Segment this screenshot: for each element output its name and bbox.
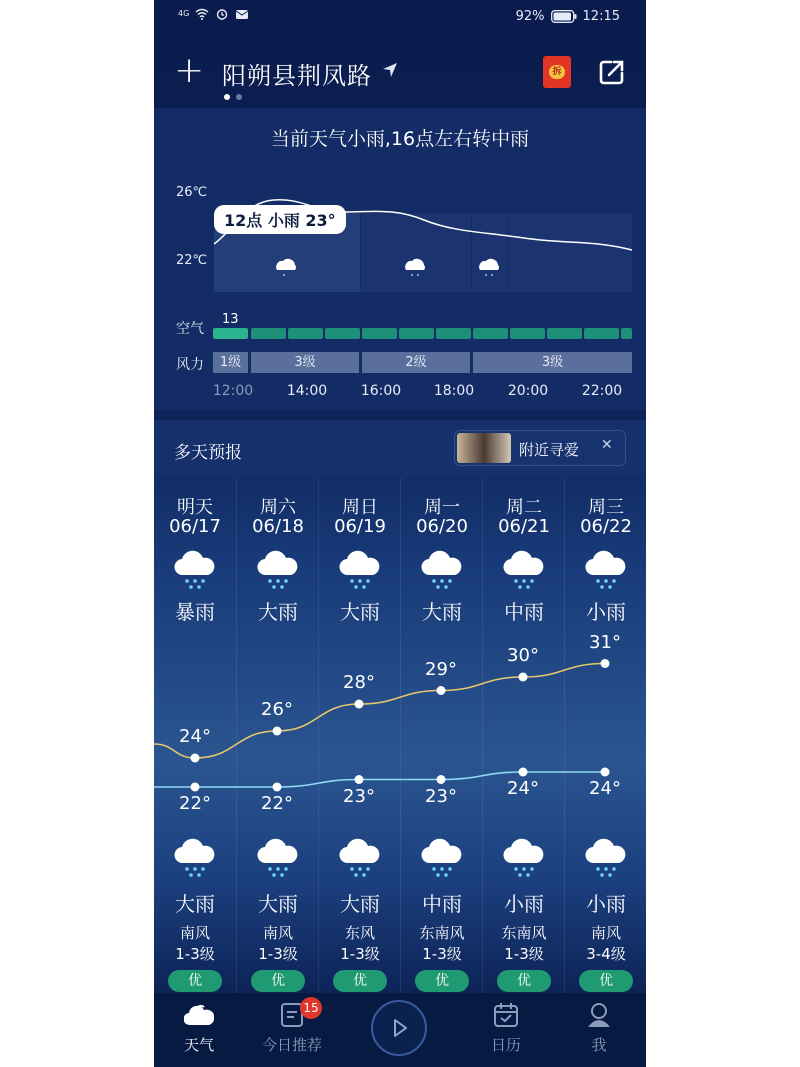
profile-icon — [584, 1001, 614, 1029]
clock-time: 12:15 — [582, 9, 620, 24]
nav-label: 日历 — [490, 1036, 521, 1054]
aqi-badge: 优 — [333, 970, 387, 992]
wind-direction: 东南风 — [419, 924, 465, 942]
day-name: 周六 — [260, 497, 296, 518]
day-condition: 暴雨 — [175, 600, 215, 624]
wind-level: 1-3级 — [258, 945, 298, 963]
wifi-icon — [195, 8, 209, 20]
rain-icon — [503, 550, 545, 590]
share-icon[interactable] — [598, 58, 626, 86]
day-name: 周三 — [588, 497, 624, 518]
wind-direction: 南风 — [590, 924, 621, 942]
air-segment — [362, 328, 397, 339]
nav-profile[interactable] — [554, 993, 644, 1067]
hour-label: 22:00 — [581, 383, 623, 399]
low-temp-label: 23° — [343, 785, 375, 807]
rain-icon — [421, 838, 463, 878]
day-condition: 大雨 — [258, 600, 298, 624]
aqi-badge: 优 — [251, 970, 305, 992]
period-block — [509, 213, 632, 292]
notification-badge: 15 — [300, 997, 322, 1019]
air-segment — [473, 328, 508, 339]
red-packet-icon[interactable]: 拆 — [543, 56, 571, 88]
day-condition: 中雨 — [504, 600, 544, 624]
rain-icon — [339, 550, 381, 590]
high-temp-point — [355, 700, 364, 709]
day-date: 06/22 — [580, 516, 632, 537]
air-segment — [510, 328, 545, 339]
page-indicator-dot — [236, 94, 242, 100]
day-date: 06/18 — [252, 516, 304, 537]
night-condition: 大雨 — [175, 892, 215, 916]
hour-label: 12:00 — [212, 383, 254, 399]
air-quality-label: 空气 — [176, 321, 204, 337]
hour-label: 14:00 — [286, 383, 328, 399]
close-icon[interactable]: ✕ — [601, 437, 613, 453]
low-temp-point — [191, 783, 200, 792]
night-condition: 大雨 — [258, 892, 298, 916]
status-icons-right — [516, 9, 620, 24]
air-segment — [251, 328, 286, 339]
page-indicator-dot-active — [224, 94, 230, 100]
day-name: 周一 — [424, 497, 460, 518]
aqi-badge: 优 — [168, 970, 222, 992]
rain-icon — [585, 838, 627, 878]
play-icon — [373, 1002, 425, 1054]
high-temp-label: 29° — [425, 658, 457, 680]
daily-temp-chart — [154, 620, 646, 820]
day-name: 周二 — [506, 497, 542, 518]
wind-direction: 南风 — [262, 924, 293, 942]
air-segment — [436, 328, 471, 339]
low-temp-label: 23° — [425, 785, 457, 807]
high-temp-point — [437, 686, 446, 695]
signal-icon: 4G — [178, 9, 190, 18]
ad-text: 附近寻爱 — [519, 441, 580, 459]
high-temp-label: 26° — [261, 699, 293, 720]
ad-thumbnail — [457, 433, 511, 463]
low-temp-label: 24° — [507, 778, 539, 799]
air-segment — [584, 328, 619, 339]
nav-weather[interactable] — [154, 993, 244, 1067]
cloud-icon — [184, 1001, 214, 1029]
battery-icon — [551, 10, 577, 23]
wind-level: 1-3级 — [175, 945, 215, 963]
low-temp-label: 22° — [179, 793, 211, 814]
low-temp-point — [273, 783, 282, 792]
high-temp-label: 28° — [343, 672, 375, 693]
day-condition: 大雨 — [340, 600, 380, 624]
rain-icon — [339, 838, 381, 878]
nav-label: 今日推荐 — [261, 1036, 322, 1054]
high-temp-label: 24° — [179, 726, 211, 747]
alarm-icon — [215, 8, 229, 20]
air-segment — [621, 328, 632, 339]
day-condition: 小雨 — [586, 600, 626, 624]
air-segment — [288, 328, 323, 339]
wind-direction: 东南风 — [501, 924, 547, 942]
rain-icon — [257, 838, 299, 878]
nav-label: 我 — [591, 1036, 607, 1054]
day-date: 06/19 — [334, 516, 386, 537]
wind-level: 1-3级 — [504, 945, 544, 963]
status-icons-left — [178, 8, 249, 20]
wind-level: 1-3级 — [422, 945, 462, 963]
low-temp-point — [519, 768, 528, 777]
air-segment — [213, 328, 248, 339]
low-temp-label: 24° — [589, 778, 621, 799]
temp-axis-low: 22℃ — [176, 253, 208, 268]
aqi-badge: 优 — [579, 970, 633, 992]
rain-icon — [174, 838, 216, 878]
low-temp-label: 22° — [261, 793, 293, 814]
air-segment — [547, 328, 582, 339]
rain-icon — [421, 550, 463, 590]
play-button[interactable] — [371, 1000, 427, 1056]
location-arrow-icon — [382, 62, 398, 78]
night-condition: 大雨 — [340, 892, 380, 916]
rain-icon — [174, 550, 216, 590]
location-title[interactable]: 阳朔县荆凤路 — [222, 62, 372, 90]
multiday-title: 多天预报 — [174, 443, 242, 463]
low-temp-point — [437, 775, 446, 784]
day-date: 06/21 — [498, 516, 550, 537]
nav-recommend[interactable] — [247, 993, 337, 1067]
hour-label: 16:00 — [360, 383, 402, 399]
temp-axis-high: 26℃ — [176, 185, 208, 200]
weather-app-screen — [154, 0, 646, 1067]
aqi-badge: 优 — [415, 970, 469, 992]
night-condition: 小雨 — [504, 892, 544, 916]
high-temp-point — [601, 659, 610, 668]
period-block — [361, 213, 471, 292]
high-temp-label: 30° — [507, 645, 539, 666]
air-segment — [399, 328, 434, 339]
wind-label: 风力 — [176, 357, 204, 373]
nav-calendar[interactable] — [461, 993, 551, 1067]
high-temp-point — [191, 754, 200, 763]
wind-segment: 3级 — [473, 352, 632, 373]
add-city-button[interactable]: + — [174, 50, 205, 91]
wind-segment: 3级 — [251, 352, 359, 373]
rain-icon — [503, 838, 545, 878]
wind-segment: 1级 — [213, 352, 248, 373]
low-temp-point — [601, 768, 610, 777]
day-date: 06/20 — [416, 516, 468, 537]
ad-banner[interactable] — [454, 430, 626, 466]
nav-label: 天气 — [183, 1036, 214, 1054]
wind-level: 1-3级 — [340, 945, 380, 963]
high-temp-point — [519, 673, 528, 682]
hour-label: 18:00 — [433, 383, 475, 399]
night-condition: 小雨 — [586, 892, 626, 916]
air-segment — [325, 328, 360, 339]
rain-icon — [585, 550, 627, 590]
high-temp-point — [273, 727, 282, 736]
hour-label: 20:00 — [507, 383, 549, 399]
wind-direction: 南风 — [179, 924, 210, 942]
day-condition: 大雨 — [422, 600, 462, 624]
period-block — [472, 213, 508, 292]
rain-icon — [257, 550, 299, 590]
current-hour-tooltip: 12点 小雨 23° — [214, 205, 346, 234]
day-name: 周日 — [342, 497, 378, 518]
battery-percent: 92% — [515, 9, 545, 24]
hourly-temp-chart[interactable] — [154, 180, 646, 300]
day-date: 06/17 — [169, 516, 221, 537]
low-temp-point — [355, 775, 364, 784]
air-quality-value: 13 — [222, 312, 239, 327]
status-bar — [154, 0, 646, 34]
high-temp-label: 31° — [589, 631, 621, 653]
wind-segment: 2级 — [362, 352, 470, 373]
day-name: 明天 — [177, 497, 213, 518]
mail-icon — [235, 8, 249, 20]
night-condition: 中雨 — [422, 892, 462, 916]
wind-direction: 东风 — [344, 924, 375, 942]
wind-level: 3-4级 — [586, 945, 626, 963]
weather-summary: 当前天气小雨,16点左右转中雨 — [270, 128, 530, 150]
aqi-badge: 优 — [497, 970, 551, 992]
calendar-icon — [491, 1001, 521, 1029]
